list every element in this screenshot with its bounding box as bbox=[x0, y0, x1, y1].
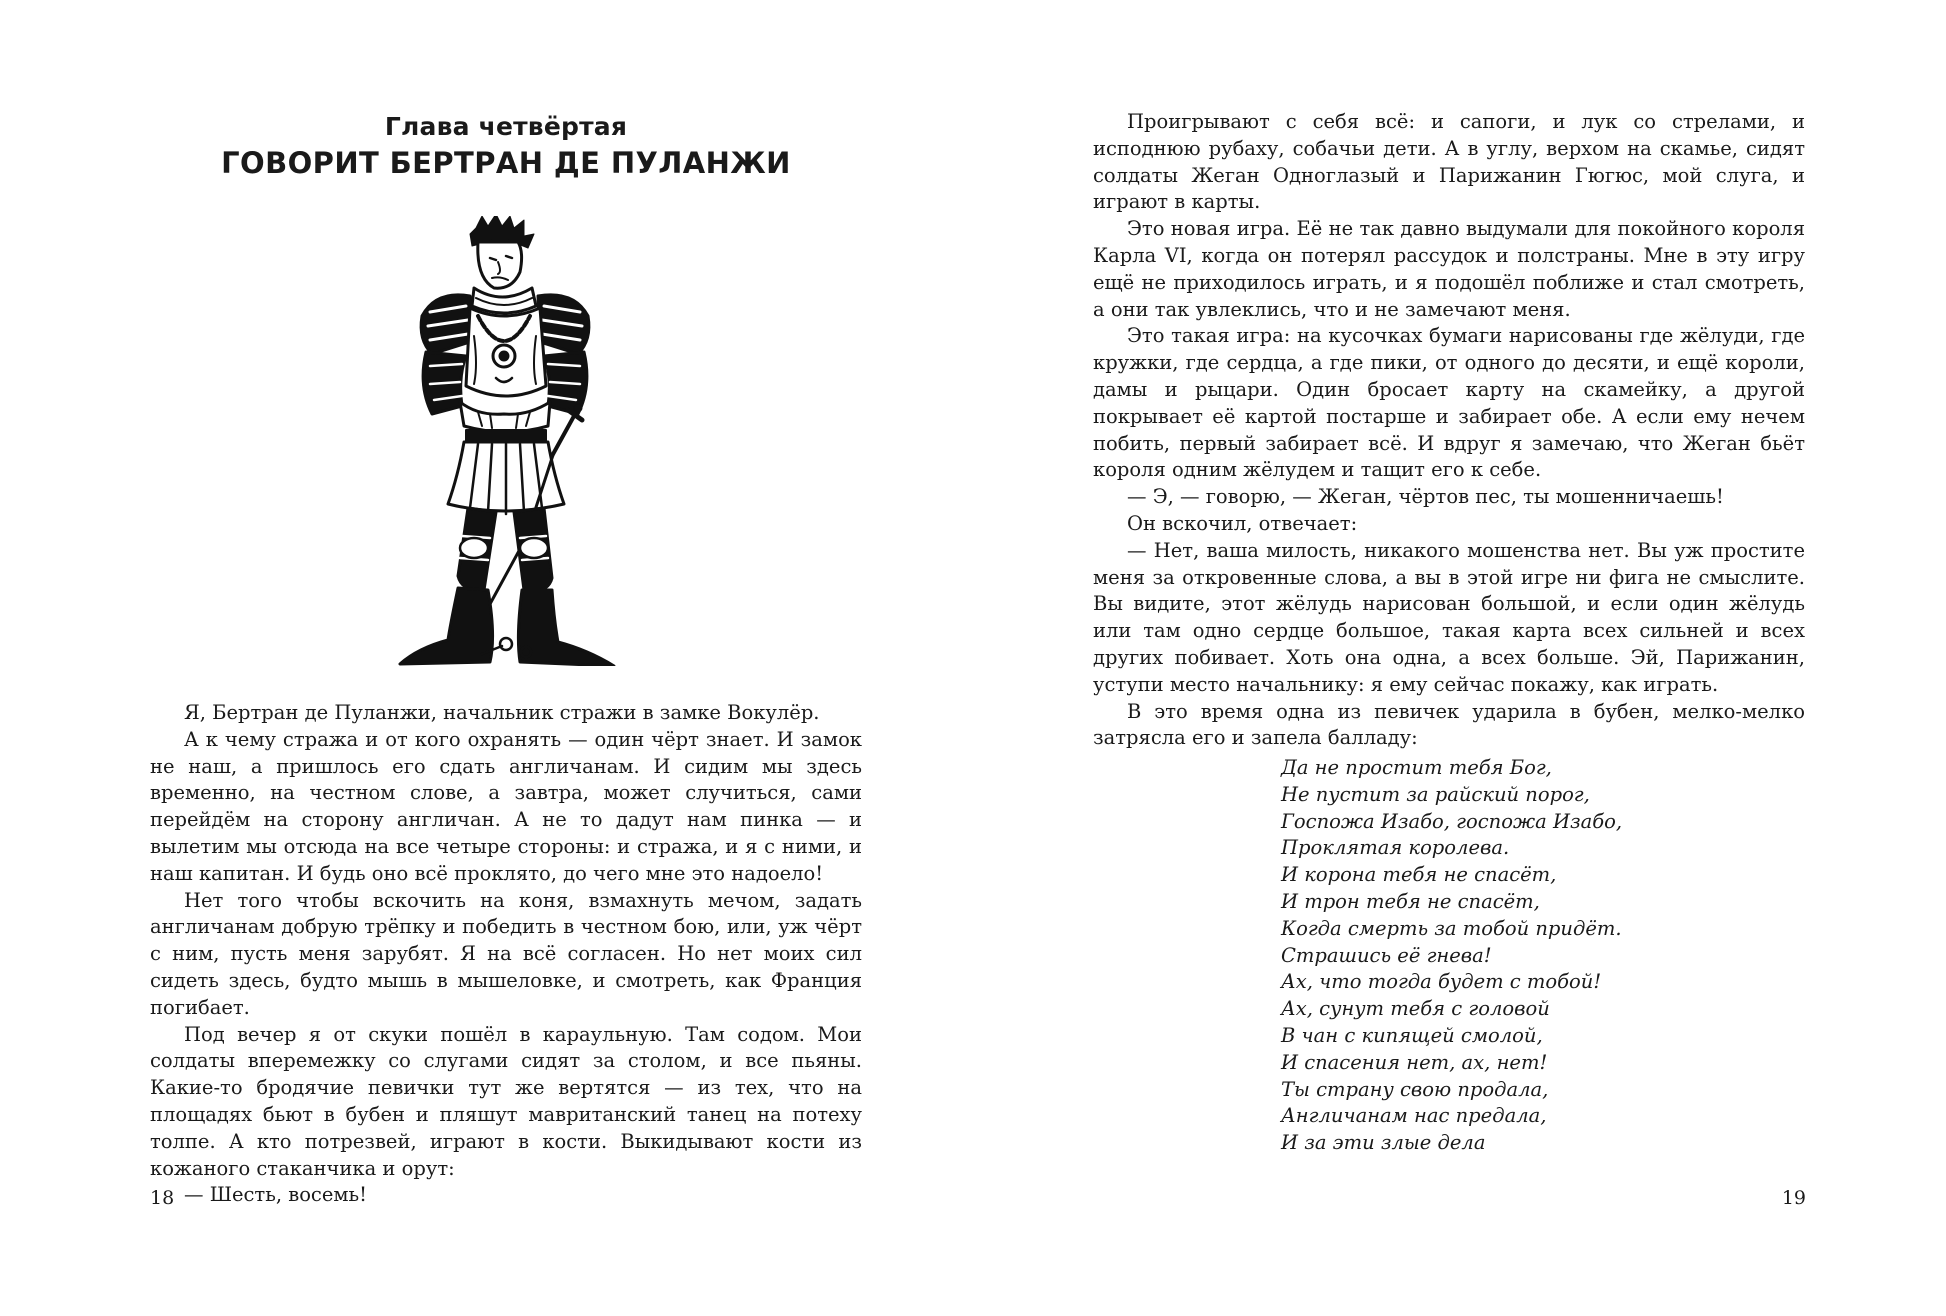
paragraph: В это время одна из певичек ударила в бубен, мелко-мелко затрясла его и запела балладу: bbox=[1093, 699, 1805, 750]
left-page-text bbox=[150, 700, 862, 1209]
verse-line: Ах, сунут тебя с головой bbox=[1281, 997, 1550, 1021]
verse-line: Не пустит за райский порог, bbox=[1281, 782, 1590, 806]
paragraph: Нет того чтобы вскочить на коня, взмахнуть мечом, задать англичанам добрую трёпку и победить в честном бою, или, уж чёрт с ним, пусть меня зарубят. Я на всё согласен. Но нет моих сил сидеть здесь, будто мышь в мышеловке, и смотреть, как Франция погибает. bbox=[150, 888, 862, 1019]
page-number-right: 19 bbox=[1781, 1187, 1806, 1209]
verse-line: И за эти злые дела bbox=[1281, 1131, 1486, 1155]
paragraph: Под вечер я от скуки пошёл в караульную. Там содом. Мои солдаты вперемежку со слугами сидят за столом, и все пьяны. Какие-то бродячие певички тут же вертятся — из тех, что на площадях бьют в бубен и пляшут мавританский танец на потеху толпе. А кто потрезвей, играют в кости. Выкидывают кости из кожаного стаканчика и орут: bbox=[150, 1022, 862, 1180]
ballad-verse bbox=[1281, 755, 1622, 1157]
paragraph: — Нет, ваша милость, никакого мошенства нет. Вы уж простите меня за откровенные слова, а вы в этой игре ни фига не смыслите. Вы видите, этот жёлудь нарисован большой, и если один жёлудь или там одно сердце большое, такая карта всех сильней и всех других побивает. Хоть она одна, а всех больше. Эй, Парижанин, уступи место начальнику: я ему сейчас покажу, как играть. bbox=[1093, 538, 1805, 696]
verse-line: Когда смерть за тобой придёт. bbox=[1281, 916, 1622, 940]
verse-line: Да не простит тебя Бог, bbox=[1281, 756, 1552, 779]
paragraph: — Шесть, восемь! bbox=[184, 1183, 368, 1207]
verse-line: И спасения нет, ах, нет! bbox=[1281, 1050, 1548, 1074]
paragraph: — Э, — говорю, — Жеган, чёртов пес, ты мошенничаешь! bbox=[1127, 485, 1724, 509]
paragraph: А к чему стража и от кого охранять — один чёрт знает. И замок не наш, а пришлось его сдать англичанам. И сидим мы здесь временно, на честном слове, а завтра, может случиться, сами перейдём на сторону англичан. А не то дадут нам пинка — и вылетим мы отсюда на все четыре стороны: и стража, и я с ними, и наш капитан. И будь оно всё проклято, до чего мне это надоело! bbox=[150, 727, 862, 885]
page-number-left: 18 bbox=[150, 1187, 175, 1209]
chapter-title: ГОВОРИТ БЕРТРАН ДЕ ПУЛАНЖИ bbox=[221, 146, 791, 180]
knight-illustration bbox=[378, 216, 634, 666]
verse-line: Госпожа Изабо, госпожа Изабо, bbox=[1281, 809, 1623, 833]
verse-line: В чан с кипящей смолой, bbox=[1281, 1023, 1543, 1047]
paragraph: Это такая игра: на кусочках бумаги нарисованы где жёлуди, где кружки, где сердца, а где пики, от одного до десяти, и ещё короли, дамы и рыцари. Один бросает карту на скамейку, а другой покрывает её картой постарше и забирает обе. А если ему нечем побить, первый забирает всё. И вдруг я замечаю, что Жеган бьёт короля одним жёлудем и тащит его к себе. bbox=[1093, 324, 1805, 482]
verse-line: Проклятая королева. bbox=[1281, 836, 1510, 860]
paragraph: Проигрывают с себя всё: и сапоги, и лук со стрелами, и исподнюю рубаху, собачьи дети. А в углу, верхом на скамье, сидят солдаты Жеган Одноглазый и Парижанин Гюгюс, мой слуга, и играют в карты. bbox=[1093, 110, 1805, 214]
paragraph: Это новая игра. Её не так давно выдумали для покойного короля Карла VI, когда он потерял рассудок и полстраны. Мне в эту игру ещё не приходилось играть, и я подошёл поближе и стал смотреть, а они так увлеклись, что и не замечают меня. bbox=[1093, 217, 1805, 321]
paragraph: Я, Бертран де Пуланжи, начальник стражи в замке Вокулёр. bbox=[184, 701, 820, 724]
right-page bbox=[973, 0, 1946, 1316]
right-page-text bbox=[1093, 109, 1805, 752]
verse-line: И трон тебя не спасёт, bbox=[1281, 889, 1540, 913]
verse-line: И корона тебя не спасёт, bbox=[1281, 863, 1557, 887]
chapter-label: Глава четвёртая bbox=[384, 112, 628, 141]
verse-line: Страшись её гнева! bbox=[1281, 943, 1492, 967]
verse-line: Ах, что тогда будет с тобой! bbox=[1281, 970, 1602, 994]
paragraph: Он вскочил, отвечает: bbox=[1127, 511, 1358, 535]
verse-line: Ты страну свою продала, bbox=[1281, 1077, 1549, 1101]
verse-line: Англичанам нас предала, bbox=[1281, 1104, 1547, 1128]
